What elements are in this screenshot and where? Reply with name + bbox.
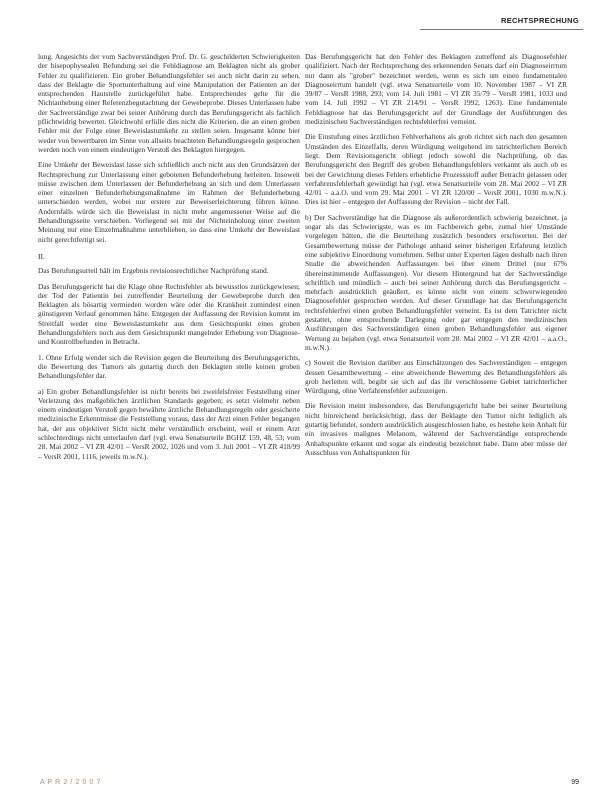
section-header: RECHTSPRECHUNG [501, 16, 579, 25]
right-column [305, 52, 567, 463]
left-column [38, 52, 300, 467]
page-number: 99 [571, 779, 579, 786]
paragraph: Das Berufungsgericht hat den Fehler des Beklagten zutreffend als Diagnosefehler qualifiziert. Nach der Rechtsprechung des erkennenden Senats darf ein Diagnoseirrtum nur dann als "grober" bezeichnet werden, wenn es sich um einen fundamentalen Diagnoseirrtum handelt (vgl. etwa Senatsurteile vom 10. November 1987 – VI ZR 39/87 – VersR 1988, 293; vom 14. Juli 1981 – VI ZR 35/79 – VersR 1981, 1033 und vom 14. Juli 1992 – VI ZR 214/91 – VersR 1992, 1263). Eine fundamentale Fehldiagnose hat das Berufungsgericht auf der Grundlage der Ausführungen des medizinischen Sachverständigen rechtsfehlerfrei verneint. [305, 52, 567, 127]
paragraph: b) Der Sachverständige hat die Diagnose als außerordentlich schwierig bezeichnet, ja sogar als das Schwierigste, was es im Fachbereich gebe, zumal hier Umstände vorgelegen hätten, die die Beurteilung zusätzlich besonders erschwerten. Bei der Gesamtbewertung müsse der Pathologe anhand seiner bisherigen Erfahrung letztlich eine subjektive Einordnung vornehmen. Selbst unter Experten lägen deshalb nach ihren Studie die abweichenden Auffassungen bei über einem Drittel (nur 67% übereinstimmende Auffassungen). Vor diesem Hintergrund hat der Sachverständige schriftlich und mündlich – auch bei seiner Anhörung durch das Berufungsgericht – mehrfach ausdrücklich geäußert, es könne nicht von einem schwerwiegenden Diagnosefehler gesprochen werden. Auf dieser Grundlage hat das Berufungsgericht rechtsfehlerfrei einen groben Behandlungsfehler verneint. Es ist dem Tatrichter nicht gestattet, ohne entsprechende Darlegung oder gar entgegen den medizinischen Ausführungen des Sachverständigen einen groben Behandlungsfehler aus eigener Wertung zu bejahen (vgl. etwa Senatsurteil vom 28. Mai 2002 – VI ZR 42/01 – a.a.O., m.w.N.). [305, 212, 567, 352]
paragraph: c) Soweit die Revision darüber aus Einschätzungen des Sachverständigen – entgegen dessen Gesamtbewertung – eine abweichende Bewertung des Behandlungsfehlers als grob herleiten will, begibt sie sich auf das ihr verschlossene Gebiet tatrichterlicher Würdigung, ohne Verfahrensfehler aufzuzeigen. [305, 358, 567, 396]
header-rule [420, 29, 583, 30]
paragraph: Die Einstufung eines ärztlichen Fehlverhaltens als grob richtet sich nach den gesamten Umständen des Einzelfalls, deren Würdigung weitgehend im tatrichterlichen Bereich liegt. Dem Revisionsgericht obliegt jedoch sowohl die Nachprüfung, ob das Berufungsgericht den Begriff des groben Behandlungsfehlers verkannt als auch ob es bei der Gewichtung dieses Fehlers erhebliche Prozessstoff außer Betracht gelassen oder verfahrensfehlerhaft gewürdigt hat (vgl. etwa Senatsurteile vom 28. Mai 2002 – VI ZR 42/01 – a.a.O. und vom 29. Mai 2001 – VI ZR 120/00 – VersR 2001, 1030 m.w.N.). Dies ist hier – entgegen der Auffassung der Revision – nicht der Fall. [305, 132, 567, 207]
paragraph: Eine Umkehr der Beweislast lasse sich schließlich auch nicht aus den Grundsätzen der Rechtsprechung zur Unterlassung einer gebotenen Befunderhebung herleiten. Insoweit müsse zwischen dem Unterlassen der Befunderhebung an sich und dem Unterlassen einer einzelnen Befunderhebungsmaßnahme im Rahmen der Befunderhebung unterschieden werden, wobei nur erstere zur Beweiserleichterung führen könne. Andernfalls würde sich die Beweislast in nicht mehr angemessener Weise auf die Behandlungsseite verschieben. Vorliegend sei mit der Nichteinholung einer zweiten Meinung nur eine Einzelmaßnahme unterblieben, so dass eine Umkehr der Beweislast nicht gerechtfertigt sei. [38, 160, 300, 244]
paragraph: a) Ein grober Behandlungsfehler ist nicht bereits bei zweifelsfreier Feststellung einer Verletzung des maßgeblichen ärztlichen Standards gegeben; es setzt vielmehr neben einem eindeutigen Verstoß gegen bewährte ärztliche Behandlungsregeln oder gesicherte medizinische Erkenntnisse die Feststellung voraus, dass der Arzt einen Fehler begangen hat, der aus objektiver Sicht nicht mehr verständlich erscheint, weil er einem Arzt schlechterdings nicht unterlaufen darf (vgl. etwa Senatsurteile BGHZ 159, 48, 53; vom 28. Mai 2002 – VI ZR 42/01 – VersR 2002, 1026 und vom 3. Juli 2001 – VI ZR 418/99 – VersR 2001, 1116, jeweils m.w.N.). [38, 386, 300, 461]
paragraph: Das Berufungsurteil hält im Ergebnis revisionsrechtlicher Nachprüfung stand. [38, 266, 269, 276]
paragraph: 1. Ohne Erfolg wendet sich die Revision gegen die Beurteilung des Berufungsgerichts, die Bewertung des Tumors als gutartig durch den Beklagten stelle keinen groben Behandlungsfehler dar. [38, 352, 300, 381]
paragraph: Die Revision meint insbesondere, das Berufungsgericht habe bei seiner Beurteilung nicht hinreichend berücksichtigt, dass der Beklagte den Tumor nicht lediglich als gutartig befundet, sondern ausdrücklich ausgeschlossen habe, es bestehe kein Anhalt für ein invasives malignes Melanom, während der Sachverständige entsprechende Anhaltspunkte erkannt und sogar als eindeutig bezeichnet habe. Dann aber müsse der Ausschluss von Anhaltspunkten für [305, 401, 567, 457]
paragraph: lung. Angesichts der vom Sachverständigen Prof. Dr. G. geschilderten Schwierigkeiten der bisepophysealen Befundung sei die Fehldiagnose am Beklagten nicht als grober Fehler zu qualifizieren. Ein grober Behandlungsfehler sei auch nicht darin zu sehen, dass der Beklagte die Sportunterhaltung auf eine Manipulation der Patienten an der entsprechenden Hautstelle zurückgeführt habe. Entsprechendes gelte für die Nichtanhebung einer Referenzbegutachtung der Gewebeprobe. Dieses Unterlassen habe der Sachverständige zwar bei seiner Anhörung durch das Berufungsgericht als fachlich pflichtwidrig bewertet. Gleichwohl erfülle dies nicht die Kriterien, die an einen groben Fehler mit der Folge einer Beweislastumkehr zu stellen seien. Insgesamt könne hier weder von bewertbaren im Sinne von allseits beachteten Behandlungsregeln gesprochen werden noch von einem eindeutigen Verstoß des Beklagten hiergegen. [38, 52, 300, 154]
journal-footer: A P R 2 / 2 0 0 7 [40, 779, 102, 786]
section-heading: II. [38, 251, 45, 261]
paragraph: Das Berufungsgericht hat die Klage ohne Rechtsfehler als bewusstlos zurückgewiesen; der Tod der Patientin bei zutreffender Beurteilung der Gewebeprobe durch den Beklagten als bösartig vermieden worden wäre oder die Krankheit zumindest einen günstigeren Verlauf genommen hätte. Entgegen der Auffassung der Revision kommt im Streitfall weder eine Beweislastumkehr aus dem Gesichtspunkt eines groben Behandlungsfehlers noch aus dem Gesichtspunkt mangelnder Erhebung von Diagnose- und Kontrollbefunden in Betracht. [38, 281, 300, 347]
